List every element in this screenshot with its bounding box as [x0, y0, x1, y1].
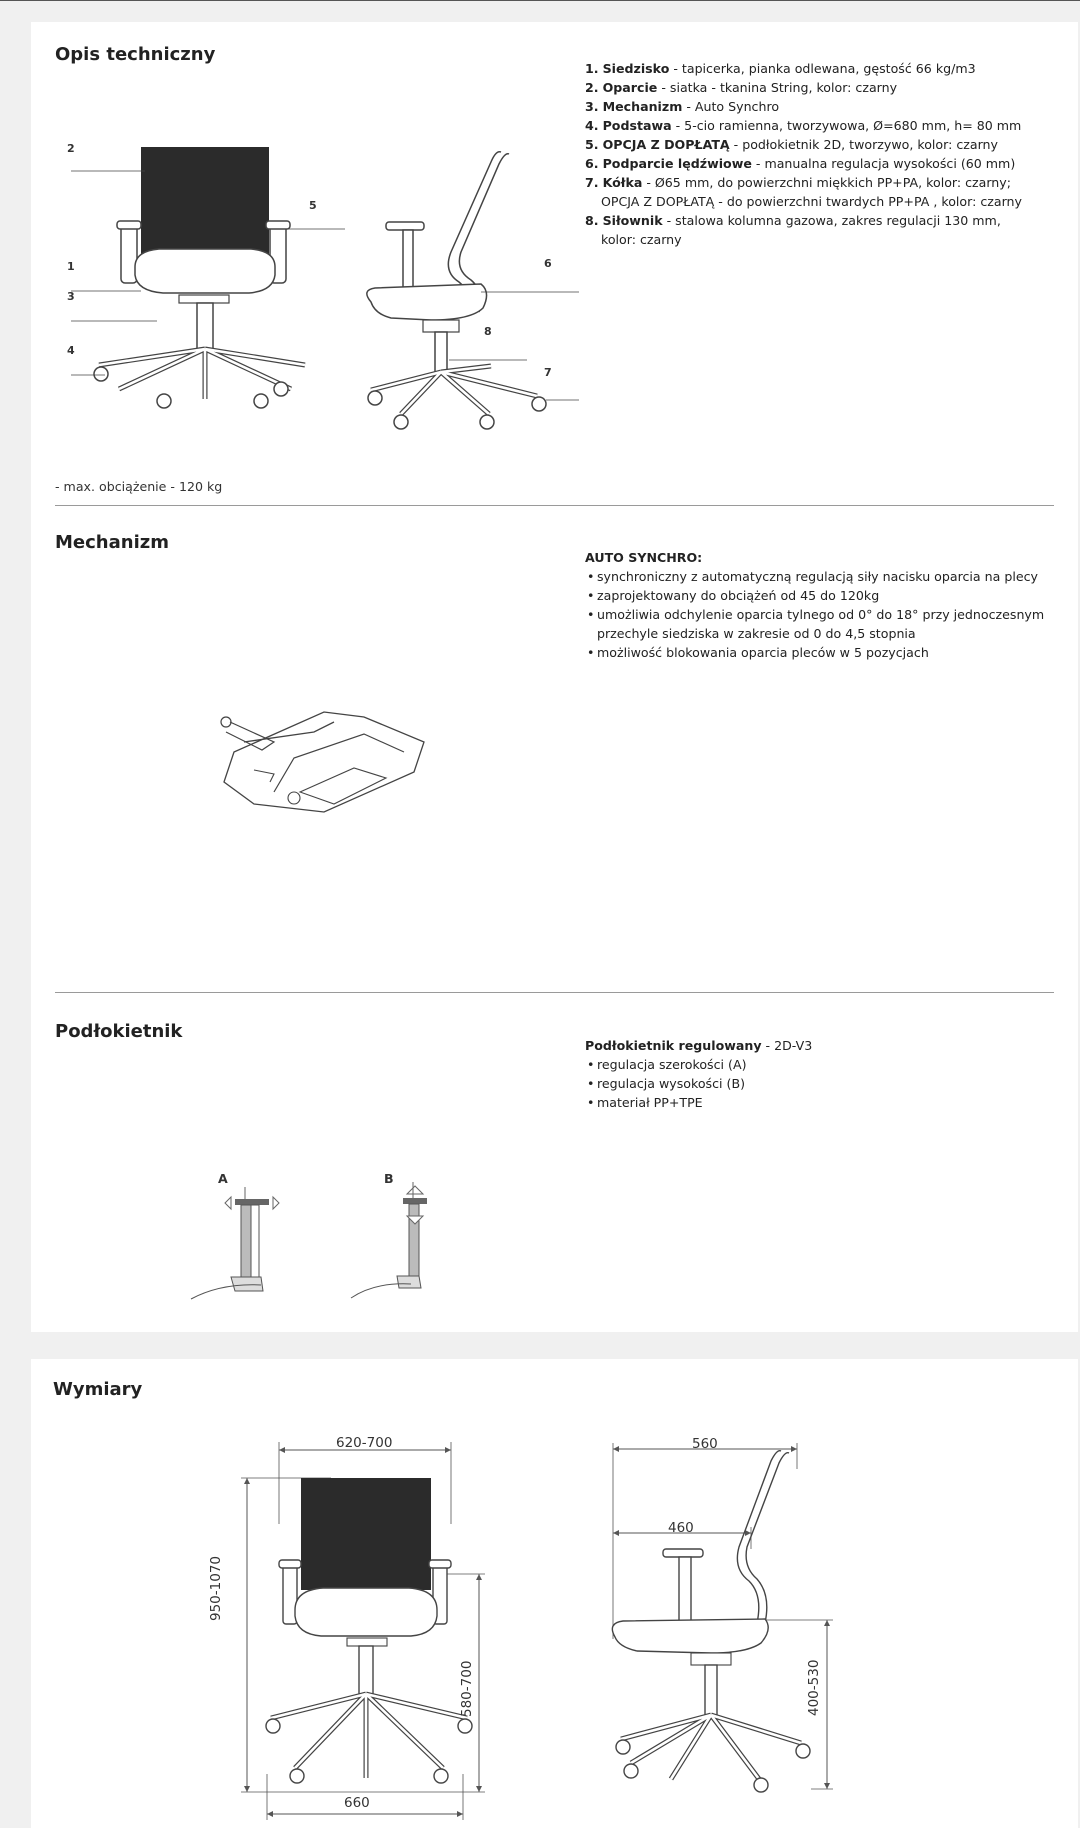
callout-2: 2	[67, 142, 75, 155]
spec-item	[585, 211, 1022, 230]
spec-item	[585, 78, 1022, 97]
spec-card	[31, 22, 1078, 1332]
spec-item-continuation: kolor: czarny	[601, 232, 682, 247]
max-load: - max. obciążenie - 120 kg	[55, 479, 223, 494]
spec-item-number: 2.	[585, 80, 599, 95]
armrest-label-b: B	[384, 1171, 394, 1186]
armrest-list	[585, 1036, 812, 1112]
spec-item-text: - 5-cio ramienna, tworzywowa, Ø=680 mm, h= 80 mm	[671, 118, 1022, 133]
mechanism-bullet: • umożliwia odchylenie oparcia tylnego od 0° do 18° przy jednoczesnym	[585, 605, 1044, 624]
spec-item	[585, 154, 1022, 173]
mechanism-drawing	[214, 682, 434, 822]
callout-8: 8	[484, 325, 492, 338]
armrest-bullet: • regulacja wysokości (B)	[585, 1074, 812, 1093]
dimension-front-drawing	[231, 1434, 531, 1814]
dimension-side-drawing	[601, 1439, 871, 1809]
spec-item-text: - stalowa kolumna gazowa, zakres regulacji 130 mm,	[662, 213, 1001, 228]
spec-item-number: 7.	[585, 175, 599, 190]
callout-1: 1	[67, 260, 75, 273]
spec-item-text: - Auto Synchro	[682, 99, 780, 114]
top-border	[0, 0, 1080, 1]
spec-item-number: 5.	[585, 137, 599, 152]
dim-side-seat-depth: 460	[668, 1520, 694, 1536]
section-title-armrest: Podłokietnik	[55, 1021, 183, 1042]
spec-item	[585, 97, 1022, 116]
spec-item-name: Mechanizm	[602, 99, 683, 114]
separator-1	[55, 505, 1054, 506]
callout-6: 6	[544, 257, 552, 270]
armrest-bullet: • regulacja szerokości (A)	[585, 1055, 812, 1074]
mechanism-bullet: • zaprojektowany do obciążeń od 45 do 120kg	[585, 586, 1044, 605]
spec-item-text: - siatka - tkanina String, kolor: czarny	[657, 80, 898, 95]
section-title-mechanism: Mechanizm	[55, 532, 169, 553]
dim-side-seat-height: 400-530	[806, 1659, 822, 1716]
spec-item-name: Siłownik	[602, 213, 663, 228]
spec-item	[585, 135, 1022, 154]
spec-item-number: 6.	[585, 156, 599, 171]
spec-list	[585, 59, 1022, 249]
spec-item-continuation: OPCJA Z DOPŁATĄ - do powierzchni twardych PP+PA , kolor: czarny	[601, 194, 1022, 209]
spec-item-name: Podstawa	[602, 118, 672, 133]
chair-front-drawing	[59, 117, 289, 407]
spec-item-text: - Ø65 mm, do powierzchni miękkich PP+PA, kolor: czarny;	[642, 175, 1011, 190]
spec-item-text: - manualna regulacja wysokości (60 mm)	[751, 156, 1016, 171]
dim-front-width: 620-700	[336, 1435, 393, 1451]
callout-4: 4	[67, 344, 75, 357]
spec-item	[585, 59, 1022, 78]
spec-item-text: - podłokietnik 2D, tworzywo, kolor: czarny	[729, 137, 998, 152]
spec-item-number: 1.	[585, 61, 599, 76]
armrest-subtitle: Podłokietnik regulowany - 2D-V3	[585, 1038, 813, 1053]
separator-2	[55, 992, 1054, 993]
callout-7: 7	[544, 366, 552, 379]
section-title-spec: Opis techniczny	[55, 44, 216, 65]
mechanism-list	[585, 548, 1044, 662]
armrest-bullet: • materiał PP+TPE	[585, 1093, 812, 1112]
armrest-label-a: A	[218, 1171, 228, 1186]
spec-item-text: - tapicerka, pianka odlewana, gęstość 66 kg/m3	[669, 61, 976, 76]
chair-mesh-back	[141, 147, 269, 257]
mechanism-bullet: • synchroniczny z automatyczną regulacją siły nacisku oparcia na plecy	[585, 567, 1044, 586]
spec-item-number: 8.	[585, 213, 599, 228]
spec-item	[585, 173, 1022, 192]
section-title-dimensions: Wymiary	[53, 1379, 143, 1400]
spec-item-name: OPCJA Z DOPŁATĄ	[602, 137, 730, 152]
callout-3: 3	[67, 290, 75, 303]
spec-item-name: Kółka	[602, 175, 643, 190]
dim-front-base: 660	[344, 1795, 370, 1811]
spec-item-number: 4.	[585, 118, 599, 133]
spec-item-name: Oparcie	[602, 80, 658, 95]
dimensions-card	[31, 1359, 1078, 1828]
mechanism-bullet-cont: przechyle siedziska w zakresie od 0 do 4,5 stopnia	[597, 626, 916, 641]
mechanism-bullet: • możliwość blokowania oparcia pleców w 5 pozycjach	[585, 643, 1044, 662]
dim-front-seat-height: 580-700	[459, 1660, 475, 1717]
callout-5: 5	[309, 199, 317, 212]
armrest-a-drawing	[191, 1187, 301, 1307]
chair-side-drawing	[331, 122, 591, 442]
dimension-mesh-back	[301, 1478, 431, 1590]
spec-item-name: Siedzisko	[602, 61, 670, 76]
spec-item-name: Podparcie lędźwiowe	[602, 156, 752, 171]
mechanism-subtitle: AUTO SYNCHRO:	[585, 550, 703, 565]
dim-side-depth: 560	[692, 1436, 718, 1452]
dim-front-height: 950-1070	[208, 1556, 224, 1621]
armrest-b-drawing	[351, 1182, 451, 1307]
spec-item	[585, 116, 1022, 135]
spec-item-number: 3.	[585, 99, 599, 114]
